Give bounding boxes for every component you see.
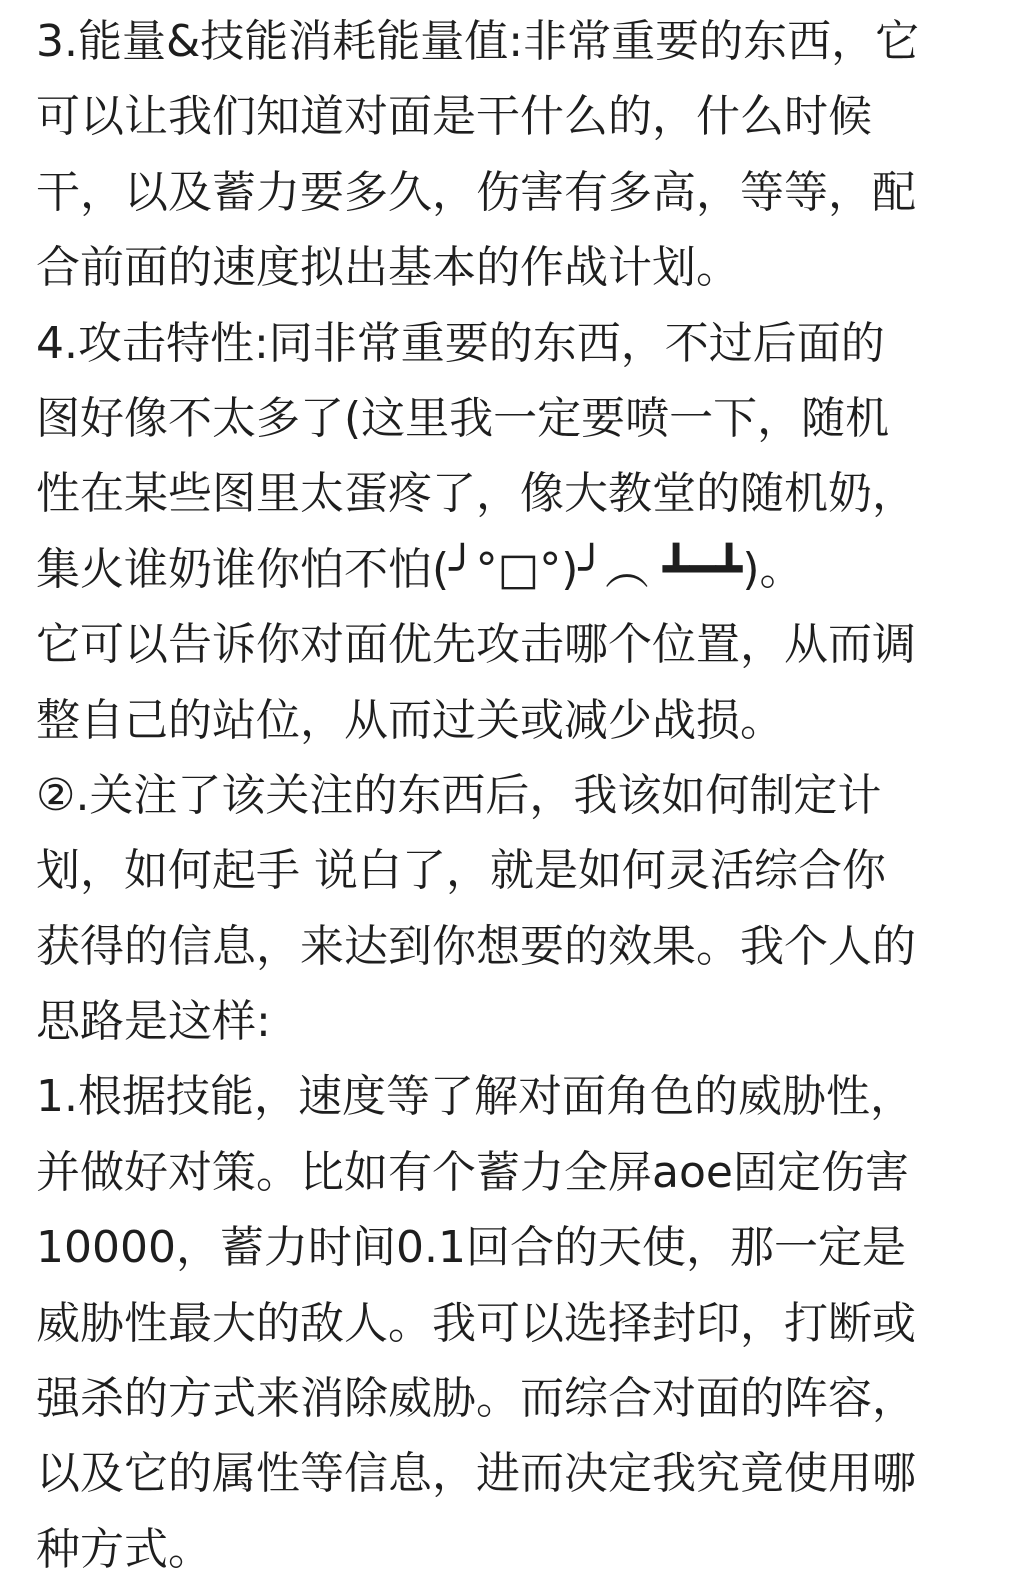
text-line: 集火谁奶谁你怕不怕(╯°□°)╯︵ ┻━┻)。 — [36, 543, 804, 595]
text-line: 10000，蓄力时间0.1回合的天使，那一定是 — [36, 1222, 906, 1274]
text-line: 3.能量&技能消耗能量值:非常重要的东西，它 — [36, 16, 920, 67]
text-line: 种方式。 — [36, 1523, 212, 1575]
text-line: 整自己的站位，从而过关或减少战损。 — [36, 694, 784, 746]
text-line: 划，如何起手 说白了，就是如何灵活综合你 — [36, 845, 886, 897]
text-line: 可以让我们知道对面是干什么的，什么时候 — [36, 91, 872, 143]
text-line: 威胁性最大的敌人。我可以选择封印，打断或 — [36, 1297, 916, 1349]
text-line: 并做好对策。比如有个蓄力全屏aoe固定伤害 — [36, 1146, 909, 1198]
text-line: 思路是这样: — [36, 996, 271, 1048]
text-line: 性在某些图里太蛋疼了，像大教堂的随机奶， — [36, 468, 916, 520]
text-line: ②.关注了该关注的东西后，我该如何制定计 — [36, 769, 882, 821]
text-line: 强杀的方式来消除威胁。而综合对面的阵容， — [36, 1373, 916, 1425]
text-line: 它可以告诉你对面优先攻击哪个位置，从而调 — [36, 619, 916, 671]
text-line: 图好像不太多了(这里我一定要喷一下，随机 — [36, 392, 890, 444]
text-line: 1.根据技能，速度等了解对面角色的威胁性， — [36, 1071, 914, 1123]
text-line: 合前面的速度拟出基本的作战计划。 — [36, 242, 740, 294]
text-line: 4.攻击特性:同非常重要的东西，不过后面的 — [36, 317, 885, 369]
text-line: 以及它的属性等信息，进而决定我究竟使用哪 — [36, 1448, 916, 1500]
text-line: 干，以及蓄力要多久，伤害有多高，等等，配 — [36, 166, 916, 218]
text-line: 获得的信息，来达到你想要的效果。我个人的 — [36, 920, 916, 972]
